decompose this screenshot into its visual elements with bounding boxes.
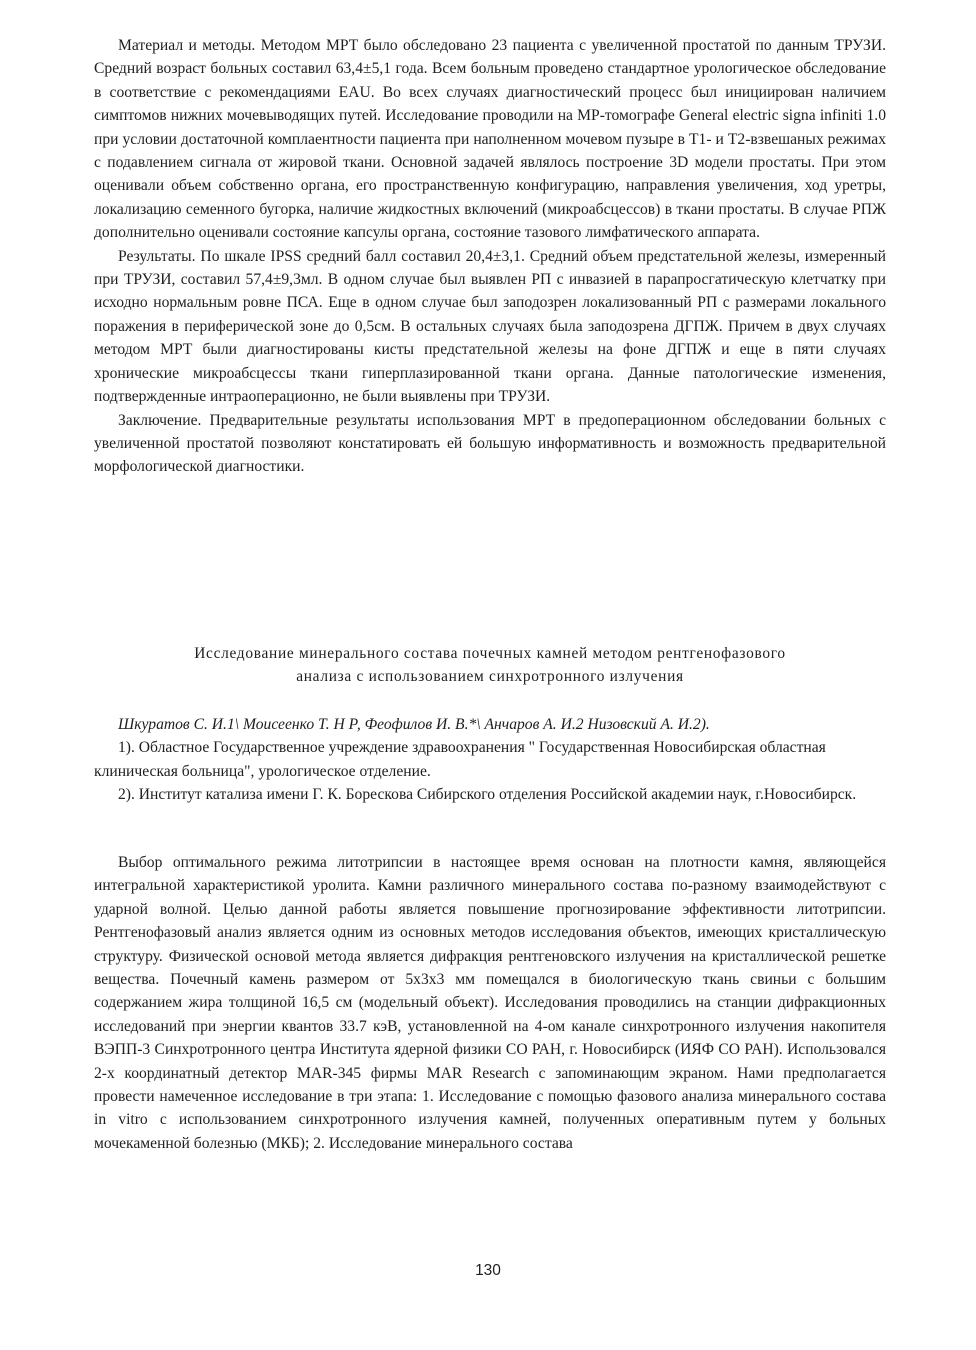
paragraph-body: Выбор оптимального режима литотрипсии в настоящее время основан на плотности камня, являющейся интегральной характеристикой уролита. Камни различного минерального состава по-разному взаимодействуют с ударной волной. Целью данной работы является повышение прогнозирование эффективности литотрипсии. Рентгенофазовый анализ является одним из основных методов исследования объектов, имеющих кристаллическую структуру. Физической основой метода является дифракция рентгеновского излучения на кристаллической решетке вещества. Почечный камень размером от 5х3х3 мм помещался в биологическую ткань свиньи с большим содержанием жира толщиной 16,5 см (модельный объект). Исследования проводились на станции дифракционных исследований при энергии квантов 33.7 кэВ, установленной на 4-ом канале синхротронного излучения накопителя ВЭПП-3 Синхротронного центра Института ядерной физики СО РАН, г. Новосибирск (ИЯФ СО РАН). Использовался 2-х координатный детектор MAR-345 фирмы MAR Research с запоминающим экраном. Нами предполагается провести намеченное исследование в три этапа: 1. Исследование с помощью фазового анализа минерального состава in vitro с использованием синхротронного излучения камней, полученных оперативным путем у больных мочекаменной болезнью (МКБ); 2. Исследование минерального состава bbox=[94, 854, 886, 1152]
page-number: 130 bbox=[475, 1262, 501, 1279]
affiliation-2: 2). Институт катализа имени Г. К. Борескова Сибирского отделения Российской академии наук, г.Новосибирск. bbox=[118, 786, 857, 804]
affiliation-1: 1). Областное Государственное учреждение здравоохранения " Государственная Новосибирская областная клиническая больница", урологическое отделение. bbox=[94, 739, 826, 780]
article-title-line-1: Исследование минерального состава почечных камней методом рентгенофазового bbox=[194, 645, 786, 662]
article-title-line-2: анализа с использованием синхротронного излучения bbox=[296, 668, 684, 686]
section-methods-results-conclusion bbox=[94, 34, 886, 479]
article-body bbox=[94, 851, 886, 1155]
article-title bbox=[94, 642, 886, 689]
authors-line: Шкуратов С. И.1\ Моисеенко Т. Н Р, Феофилов И. В.*\ Анчаров А. И.2 Низовский А. И.2). bbox=[118, 716, 710, 733]
paragraph-results: Результаты. По шкале IPSS средний балл составил 20,4±3,1. Средний объем предстательной железы, измеренный при ТРУЗИ, составил 57,4±9,3мл. В одном случае был выявлен РП с инвазией в парапросгатическую клетчатку при исходно нормальным ровне ПСА. Еще в одном случае был заподозрен локализованный РП с размерами локального поражения в периферической зоне до 0,5см. В остальных случаях была заподозрена ДГПЖ. Причем в двух случаях методом МРТ были диагностированы кисты предстательной железы на фоне ДГПЖ и еще в пяти случаях хронические микроабсцессы ткани гиперплазированной ткани органа. Данные патологические изменения, подтвержденные интраоперационно, не были выявлены при ТРУЗИ. bbox=[94, 247, 886, 406]
authors-block bbox=[94, 713, 886, 807]
paragraph-materials-methods: Материал и методы. Методом МРТ было обследовано 23 пациента с увеличенной простатой по данным ТРУЗИ. Средний возраст больных составил 63,4±5,1 года. Всем больным проведено стандартное урологическое обследование в соответствие с рекомендациями EAU. Во всех случаях диагностический процесс был инициирован наличием симптомов нижних мочевыводящих путей. Исследование проводили на МР-томографе General electric signa infiniti 1.0 при условии достаточной комплаентности пациента при наполненном мочевом пузыре в Т1- и Т2-взвешаных режимах с подавлением сигнала от жировой ткани. Основной задачей являлось построение 3D модели простаты. При этом оценивали объем собственно органа, его пространственную конфигурацию, направления увеличения, ход уретры, локализацию семенного бугорка, наличие жидкостных включений (микроабсцессов) в ткани простаты. В случае РПЖ дополнительно оценивали состояние капсулы органа, состояние тазового лимфатического аппарата. bbox=[94, 37, 886, 242]
paragraph-conclusion: Заключение. Предварительные результаты использования МРТ в предоперационном обследовании больных с увеличенной простатой позволяют констатировать ей большую информативность и возможность предварительной морфологической диагностики. bbox=[94, 411, 886, 476]
